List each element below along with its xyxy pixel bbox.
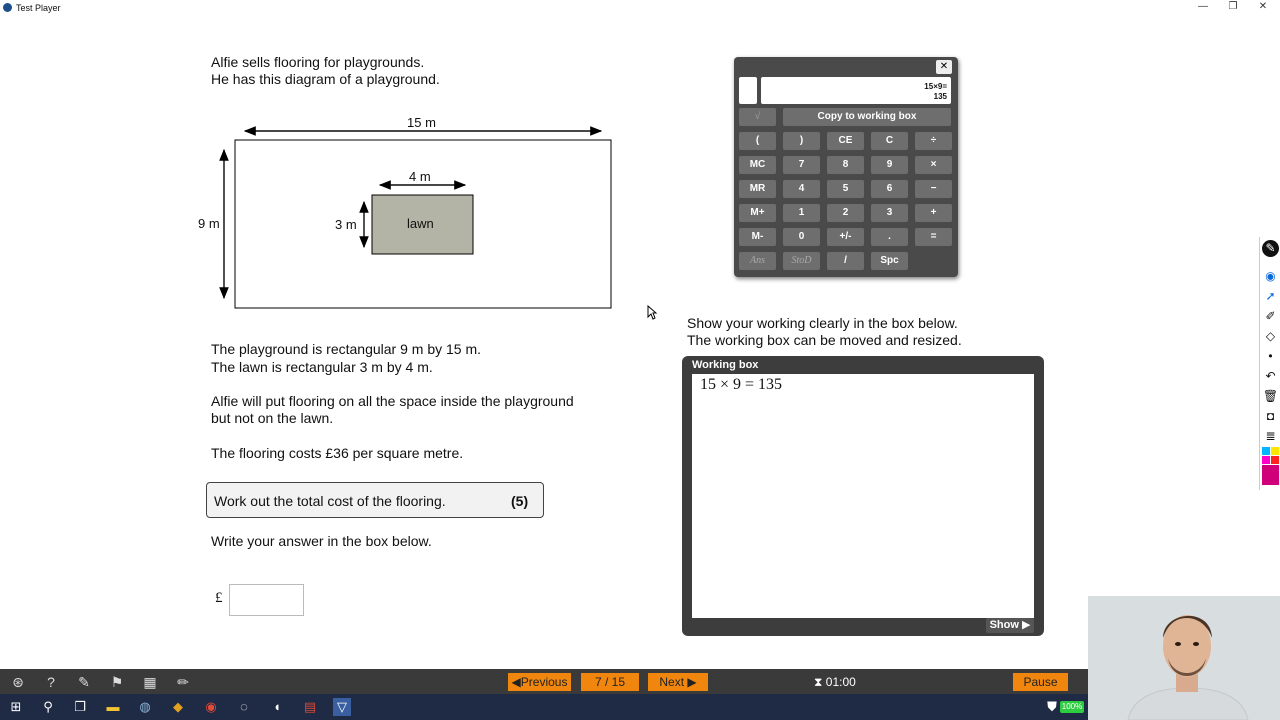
para3: The flooring costs £36 per square metre. (211, 445, 464, 461)
lawn-label: lawn (407, 216, 434, 231)
working-instruction-1: Show your working clearly in the box below. (687, 315, 958, 331)
flag-icon[interactable]: ⚑ (110, 674, 124, 690)
notes-icon[interactable]: ≣ (1265, 429, 1276, 443)
close-window-button[interactable]: ✕ (1258, 1, 1268, 12)
app-icon-2[interactable]: ◌ (240, 699, 248, 714)
answer-input[interactable] (229, 584, 304, 616)
mplus-button[interactable]: M+ (739, 204, 776, 222)
close-paren-button[interactable]: ) (783, 132, 820, 150)
window-title: Test Player (16, 3, 61, 13)
mr-button[interactable]: MR (739, 180, 776, 198)
battery-indicator[interactable]: 100% (1061, 702, 1083, 711)
working-box-title: Working box (692, 359, 759, 371)
six-button[interactable]: 6 (871, 180, 908, 198)
para1-line2: The lawn is rectangular 3 m by 4 m. (211, 359, 433, 375)
file-explorer-icon[interactable]: ▬ (106, 699, 120, 714)
pointer-icon[interactable]: ➚ (1265, 289, 1276, 303)
lawn-height-label: 3 m (335, 217, 357, 232)
title-bar (0, 0, 1280, 16)
calculator-display (761, 77, 951, 104)
three-button[interactable]: 3 (871, 204, 908, 222)
highlighter-icon[interactable]: ✐ (1265, 309, 1276, 323)
equals-button[interactable]: = (915, 228, 952, 246)
memory-indicator (739, 77, 757, 104)
decimal-button[interactable]: . (871, 228, 908, 246)
zero-button[interactable]: 0 (783, 228, 820, 246)
one-button[interactable]: 1 (783, 204, 820, 222)
play-icon: ▶ (1021, 619, 1031, 631)
two-button[interactable]: 2 (827, 204, 864, 222)
intro-line-1: Alfie sells flooring for playgrounds. (211, 54, 425, 70)
windows-start-icon[interactable]: ⊞ (10, 699, 22, 714)
ce-button[interactable]: CE (827, 132, 864, 150)
timer (814, 673, 856, 691)
sqrt-button[interactable]: √ (739, 108, 776, 126)
trash-icon[interactable]: 🗑 (1262, 389, 1279, 403)
mouse-cursor-icon (647, 305, 657, 320)
pause-button[interactable]: Pause (1013, 673, 1068, 691)
review-icon[interactable]: ✎ (78, 674, 90, 690)
open-paren-button[interactable]: ( (739, 132, 776, 150)
copy-to-working-box-button[interactable]: Copy to working box (783, 108, 951, 126)
minimize-button[interactable]: — (1198, 1, 1208, 12)
search-icon[interactable]: ⚲ (43, 699, 53, 714)
slash-button[interactable]: / (827, 252, 864, 270)
plus-button[interactable]: + (915, 204, 952, 222)
eye-icon[interactable]: ◉ (1265, 269, 1276, 283)
pen-app-icon[interactable]: ◖ (273, 699, 281, 714)
marks-label: (5) (511, 493, 529, 509)
dot-icon[interactable]: • (1268, 349, 1273, 363)
undo-icon[interactable]: ↶ (1265, 369, 1276, 383)
app-icon (3, 3, 12, 12)
ruler-icon[interactable]: ✏ (177, 674, 189, 690)
working-box-textarea[interactable] (692, 374, 1034, 618)
chrome-icon[interactable]: ◉ (205, 699, 217, 714)
show-button[interactable] (986, 618, 1034, 633)
playground-diagram (190, 110, 630, 315)
calculator-icon[interactable]: ▦ (143, 674, 157, 690)
seven-button[interactable]: 7 (783, 156, 820, 174)
color-magenta[interactable] (1262, 456, 1270, 464)
calculator-close-button[interactable]: ✕ (936, 60, 952, 74)
eraser-icon[interactable]: ◇ (1265, 329, 1276, 343)
width-label: 15 m (407, 115, 436, 130)
os-taskbar (0, 694, 1088, 720)
color-yellow[interactable] (1271, 447, 1279, 455)
five-button[interactable]: 5 (827, 180, 864, 198)
presenter-image (1088, 596, 1280, 720)
intro-line-2: He has this diagram of a playground. (211, 71, 440, 87)
accessibility-icon[interactable]: ⊛ (12, 674, 24, 690)
steam-icon[interactable]: ◍ (139, 699, 151, 714)
answer-instruction: Write your answer in the box below. (211, 533, 432, 549)
task-text: Work out the total cost of the flooring. (214, 493, 446, 509)
next-button[interactable] (648, 673, 708, 691)
previous-arrow-icon: ◀ (511, 675, 521, 689)
calculator[interactable] (734, 57, 958, 277)
previous-label: Previous (520, 675, 568, 689)
mc-button[interactable]: MC (739, 156, 776, 174)
help-icon[interactable]: ? (47, 674, 55, 690)
timer-value: 01:00 (825, 675, 856, 689)
security-icon[interactable]: ⛊ (1047, 699, 1057, 714)
color-pink[interactable] (1262, 465, 1279, 485)
next-label: Next (659, 675, 685, 689)
pen-logo-icon[interactable]: ✎ (1262, 240, 1279, 257)
stod-button[interactable]: StoD (783, 252, 820, 270)
height-label: 9 m (198, 216, 220, 231)
multiply-button[interactable]: × (915, 156, 952, 174)
test-player-icon[interactable]: ▽ (333, 698, 351, 716)
color-red[interactable] (1271, 456, 1279, 464)
color-cyan[interactable] (1262, 447, 1270, 455)
plus-minus-button[interactable]: +/- (827, 228, 864, 246)
task-view-icon[interactable]: ❐ (74, 699, 86, 714)
minus-button[interactable]: − (915, 180, 952, 198)
working-instruction-2: The working box can be moved and resized. (687, 332, 962, 348)
mminus-button[interactable]: M- (739, 228, 776, 246)
next-arrow-icon: ▶ (687, 675, 697, 689)
working-content: 15 × 9 = 135 (700, 376, 783, 393)
show-label: Show (989, 619, 1019, 631)
hourglass-icon: ⧗ (814, 675, 823, 689)
working-box[interactable] (682, 356, 1044, 636)
previous-button[interactable] (508, 673, 571, 691)
para1-line1: The playground is rectangular 9 m by 15 m. (211, 341, 482, 357)
para2-line2: but not on the lawn. (211, 410, 334, 426)
camera-icon[interactable]: ◘ (1266, 409, 1275, 423)
app-icon-1[interactable]: ◆ (173, 699, 183, 714)
annotation-toolbar (1259, 237, 1280, 490)
task-box (206, 482, 544, 518)
page-indicator[interactable]: 7 / 15 (581, 673, 639, 691)
display-expression: 15×9= (924, 82, 947, 91)
app-icon-3[interactable]: ▤ (303, 699, 317, 714)
display-result: 135 (933, 92, 947, 101)
four-button[interactable]: 4 (783, 180, 820, 198)
eight-button[interactable]: 8 (827, 156, 864, 174)
para2-line1: Alfie will put flooring on all the space inside the playground (211, 393, 574, 409)
webcam-overlay (1088, 596, 1280, 720)
lawn-width-label: 4 m (409, 169, 431, 184)
space-button[interactable]: Spc (871, 252, 908, 270)
restore-button[interactable]: ❐ (1228, 1, 1238, 12)
currency-label: £ (215, 590, 223, 606)
ans-button[interactable]: Ans (739, 252, 776, 270)
bottom-toolbar (0, 669, 1088, 694)
nine-button[interactable]: 9 (871, 156, 908, 174)
clear-button[interactable]: C (871, 132, 908, 150)
divide-button[interactable]: ÷ (915, 132, 952, 150)
